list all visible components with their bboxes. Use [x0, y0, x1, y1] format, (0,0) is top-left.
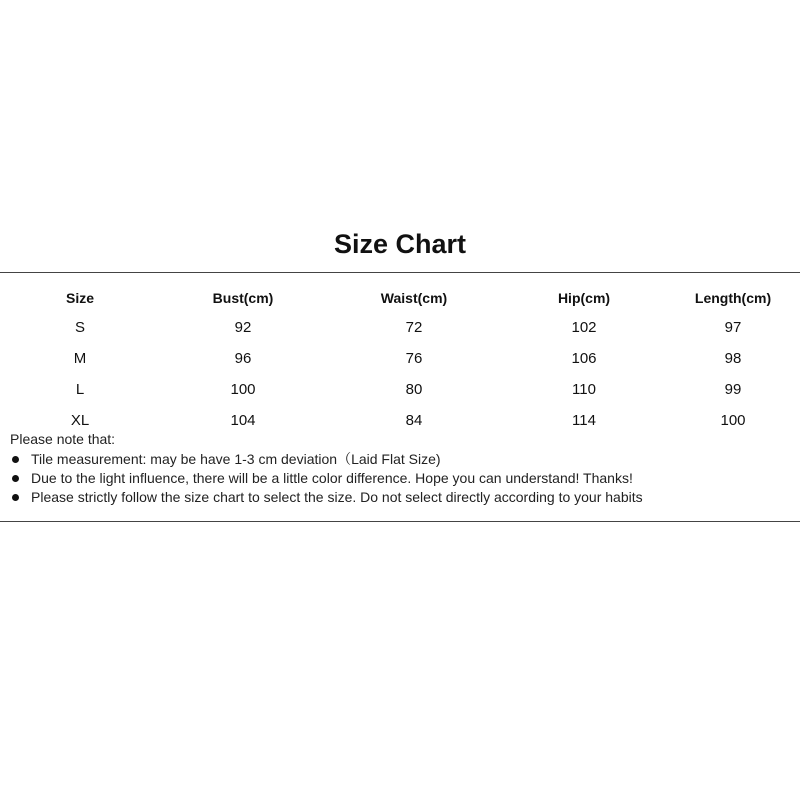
table-cell-size: XL [70, 412, 90, 429]
notes-section [10, 430, 790, 507]
column-header-size: Size [65, 290, 94, 306]
bottom-divider [0, 521, 800, 522]
table-cell-size: S [74, 319, 85, 336]
note-text: Please strictly follow the size chart to select the size. Do not select directly according to your habits [31, 489, 643, 505]
table-cell-bust: 100 [230, 381, 256, 398]
table-cell-waist: 72 [405, 319, 423, 336]
table-cell-bust: 96 [234, 350, 252, 367]
table-cell-length: 100 [720, 412, 746, 429]
notes-heading: Please note that: [10, 431, 116, 447]
list-item [10, 450, 790, 469]
list-item [10, 488, 790, 507]
table-cell-hip: 110 [572, 381, 596, 398]
table-cell-length: 98 [724, 350, 742, 367]
column-header-bust: Bust(cm) [212, 290, 274, 306]
bullet-icon [12, 456, 19, 463]
page-title: Size Chart [333, 229, 467, 259]
column-header-waist: Waist(cm) [380, 290, 448, 306]
table-row [0, 374, 800, 405]
table-cell-hip: 102 [571, 319, 597, 336]
table-cell-length: 99 [724, 381, 742, 398]
table-cell-bust: 104 [230, 412, 256, 429]
table-cell-size: M [73, 350, 87, 367]
bullet-icon [12, 475, 19, 482]
column-header-length: Length(cm) [694, 290, 772, 306]
table-cell-waist: 84 [405, 412, 423, 429]
table-row [0, 343, 800, 374]
column-header-hip: Hip(cm) [557, 290, 611, 306]
table-cell-hip: 114 [572, 412, 596, 429]
table-row [0, 312, 800, 343]
table-cell-bust: 92 [234, 319, 252, 336]
table-cell-hip: 106 [571, 350, 597, 367]
table-cell-waist: 80 [405, 381, 423, 398]
table-cell-size: L [75, 381, 85, 398]
note-text: Tile measurement: may be have 1-3 cm deviation（Laid Flat Size) [31, 451, 441, 467]
bullet-icon [12, 494, 19, 501]
top-divider [0, 272, 800, 273]
size-table [0, 284, 800, 436]
table-cell-waist: 76 [405, 350, 423, 367]
table-header-row [0, 284, 800, 312]
note-text: Due to the light influence, there will be a little color difference. Hope you can understand! Thanks! [31, 470, 633, 486]
notes-list [10, 450, 790, 507]
table-cell-length: 97 [724, 319, 742, 336]
list-item [10, 469, 790, 488]
